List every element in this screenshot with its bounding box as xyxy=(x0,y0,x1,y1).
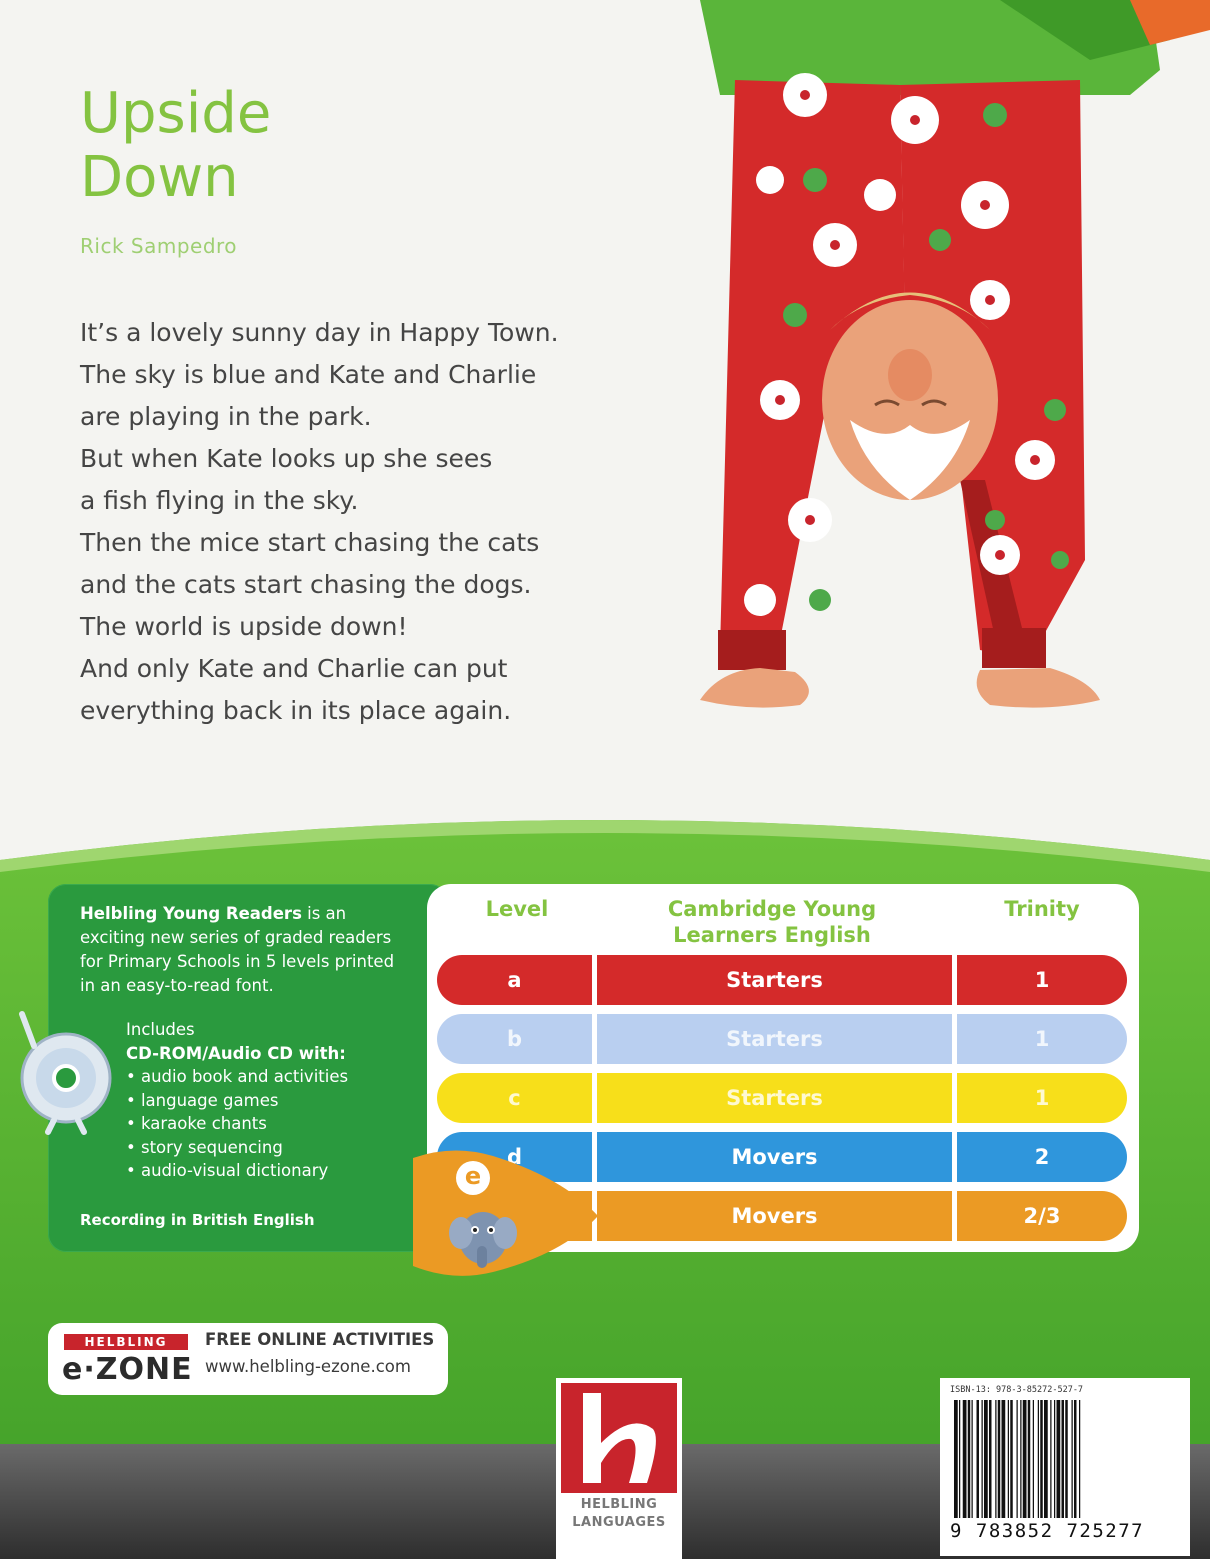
series-intro-text: is an exciting new series of graded readers for Primary Schools in 5 levels printed in an easy-to-read font. xyxy=(80,904,395,995)
trinity-cell: 2/3 xyxy=(1023,1204,1061,1228)
level-cell: a xyxy=(507,968,522,992)
includes-list xyxy=(126,1018,348,1183)
trinity-cell: 1 xyxy=(1034,1027,1050,1051)
book-title-line2: Down xyxy=(80,145,239,210)
cambridge-cell: Starters xyxy=(726,968,823,992)
level-cell: c xyxy=(508,1086,521,1110)
current-level-letter: e xyxy=(464,1162,482,1190)
level-row-c xyxy=(437,1073,1127,1123)
publisher-name xyxy=(556,1496,682,1532)
trinity-cell: 2 xyxy=(1034,1145,1050,1169)
row-separator xyxy=(592,955,597,1005)
cambridge-cell: Starters xyxy=(726,1027,823,1051)
blurb-line: are playing in the park. xyxy=(80,402,372,431)
series-name: Helbling Young Readers xyxy=(80,904,302,923)
includes-cd xyxy=(126,1042,348,1066)
row-separator xyxy=(592,1073,597,1123)
includes-cd-label: CD-ROM/Audio CD xyxy=(126,1043,294,1063)
blurb-line: and the cats start chasing the dogs. xyxy=(80,570,532,599)
row-separator xyxy=(952,1073,957,1123)
level-cell: d xyxy=(506,1145,523,1169)
series-intro xyxy=(80,902,410,998)
barcode-icon xyxy=(950,1400,1180,1518)
trinity-cell: 1 xyxy=(1034,1086,1050,1110)
book-title xyxy=(80,82,271,210)
row-separator xyxy=(952,1191,957,1241)
row-separator xyxy=(952,955,957,1005)
includes-item: • audio book and activities xyxy=(126,1067,349,1086)
includes-item: • karaoke chants xyxy=(126,1114,267,1133)
publisher-line1: HELBLING xyxy=(580,1497,658,1512)
blurb-line: The world is upside down! xyxy=(80,612,408,641)
cd-mascot-icon xyxy=(14,1006,124,1136)
includes-item: • audio-visual dictionary xyxy=(126,1161,329,1180)
book-title-line1: Upside xyxy=(80,81,272,146)
cambridge-cell: Movers xyxy=(731,1204,818,1228)
blurb-line: a fish flying in the sky. xyxy=(80,486,359,515)
recording-note: Recording in British English xyxy=(80,1211,315,1229)
ezone-url[interactable]: www.helbling-ezone.com xyxy=(205,1357,411,1376)
row-separator xyxy=(592,1014,597,1064)
free-online-activities: FREE ONLINE ACTIVITIES xyxy=(205,1330,435,1349)
blurb-line: The sky is blue and Kate and Charlie xyxy=(80,360,537,389)
helbling-h-logo-icon xyxy=(561,1383,677,1493)
includes-with: with: xyxy=(293,1043,346,1063)
includes-item: • story sequencing xyxy=(126,1137,283,1157)
blurb-line: Then the mice start chasing the cats xyxy=(80,528,540,557)
ezone-helbling-label: HELBLING xyxy=(64,1334,188,1350)
book-blurb xyxy=(80,312,640,732)
includes-label: Includes xyxy=(126,1020,195,1039)
header-cambridge-line2: Learners English xyxy=(673,923,871,947)
blurb-line: And only Kate and Charlie can put xyxy=(80,654,508,683)
blurb-line: But when Kate looks up she sees xyxy=(80,444,493,473)
level-row-b xyxy=(437,1014,1127,1064)
includes-item: • language games xyxy=(126,1090,279,1110)
publisher-line2: LANGUAGES xyxy=(572,1515,666,1530)
trinity-cell: 1 xyxy=(1034,968,1050,992)
header-trinity: Trinity xyxy=(1004,897,1080,921)
ezone-logo: e·ZONE xyxy=(62,1352,193,1387)
level-cell: b xyxy=(506,1027,523,1051)
blurb-line: everything back in its place again. xyxy=(80,696,512,725)
level-row-a xyxy=(437,955,1127,1005)
row-separator xyxy=(952,1132,957,1182)
header-cambridge-line1: Cambridge Young xyxy=(667,897,877,921)
book-author: Rick Sampedro xyxy=(80,234,238,258)
header-level: Level xyxy=(485,897,549,921)
row-separator xyxy=(952,1014,957,1064)
blurb-line: It’s a lovely sunny day in Happy Town. xyxy=(80,318,559,347)
barcode-number: 9 783852 725277 xyxy=(950,1520,1145,1542)
header-cambridge xyxy=(612,896,932,948)
isbn-text: ISBN-13: 978-3-85272-527-7 xyxy=(950,1385,1084,1395)
cambridge-cell: Starters xyxy=(726,1086,823,1110)
current-level-badge xyxy=(413,1148,603,1278)
cambridge-cell: Movers xyxy=(731,1145,818,1169)
